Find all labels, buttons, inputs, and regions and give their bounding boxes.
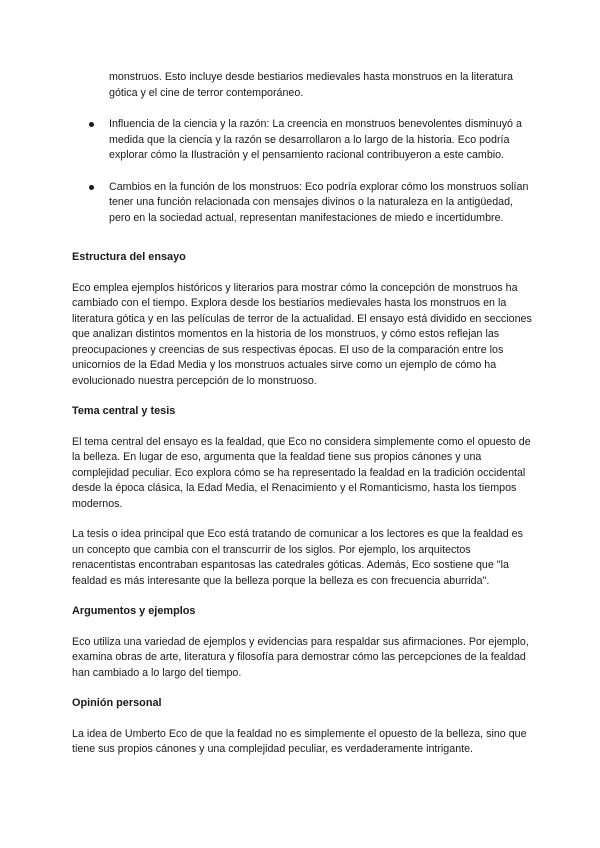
bullet-item [72,180,534,227]
section-tema-central [72,404,534,589]
section-paragraph: La tesis o idea principal que Eco está tratando de comunicar a los lectores es que la fealdad es un concepto que cambia con el transcurrir de los siglos. Por ejemplo, los arquitectos renacentistas encontraban espantosas las catedrales góticas. Además, Eco sostiene que "la fealdad es más interesante que la belleza porque la belleza es con frecuencia aburrida". [72,528,523,587]
continued-bullet-text: monstruos. Esto incluye desde bestiarios medievales hasta monstruos en la literatura gótica y el cine de terror contemporáneo. [109,71,513,99]
bullet-text: Cambios en la función de los monstruos: Eco podría explorar cómo los monstruos solían tener una función relacionada con mensajes divinos o la naturaleza en la antigüedad, pero en la sociedad actual, representan manifestaciones de miedo e incertidumbre. [109,180,529,224]
bullet-list [72,117,534,226]
bullet-dot-icon [89,185,94,190]
section-heading: Estructura del ensayo [72,251,186,263]
section-heading: Tema central y tesis [72,405,176,417]
section-paragraph: Eco emplea ejemplos históricos y literarios para mostrar cómo la concepción de monstruos ha cambiado con el tiempo. Explora desde los bestiarios medievales hasta los monstruos en la literatura gótica y en las películas de terror de la actualidad. El ensayo está dividido en secciones que analizan distintos momentos en la historia de los monstruos, y cómo estos reflejan las preocupaciones y creencias de sus respectivas épocas. El uso de la comparación entre los unicornios de la Edad Media y los monstruos actuales sirve como un ejemplo de cómo ha evolucionado nuestra percepción de lo monstruoso. [72,281,532,387]
section-heading: Argumentos y ejemplos [72,605,196,617]
document-content [72,70,534,773]
bullet-text: Influencia de la ciencia y la razón: La creencia en monstruos benevolentes disminuyó a medida que la ciencia y la razón se desarrollaron a lo largo de la historia. Eco podría explorar cómo la Ilustración y el pensamiento racional contribuyeron a este cambio. [109,118,522,161]
section-paragraph: Eco utiliza una variedad de ejemplos y evidencias para respaldar sus afirmaciones. Por ejemplo, examina obras de arte, literatura y filosofía para demostrar cómo las percepciones de la fealdad han cambiado a lo largo del tiempo. [72,635,529,679]
section-paragraph: La idea de Umberto Eco de que la fealdad no es simplemente el opuesto de la belleza, sino que tiene sus propios cánones y una complejidad peculiar, es verdaderamente intrigante. [72,727,527,755]
section-argumentos [72,604,534,681]
section-opinion [72,696,534,758]
section-estructura [72,250,534,389]
bullet-item [72,117,534,164]
section-heading: Opinión personal [72,697,162,709]
bullet-dot-icon [89,122,94,127]
section-paragraph: El tema central del ensayo es la fealdad, que Eco no considera simplemente como el opuesto de la belleza. En lugar de eso, argumenta que la fealdad tiene sus propios cánones y una complejidad peculiar. Eco explora cómo se ha representado la fealdad en la tradición occidental desde la época clásica, la Edad Media, el Renacimiento y el Romanticismo, hasta los tiempos modernos. [72,435,531,510]
